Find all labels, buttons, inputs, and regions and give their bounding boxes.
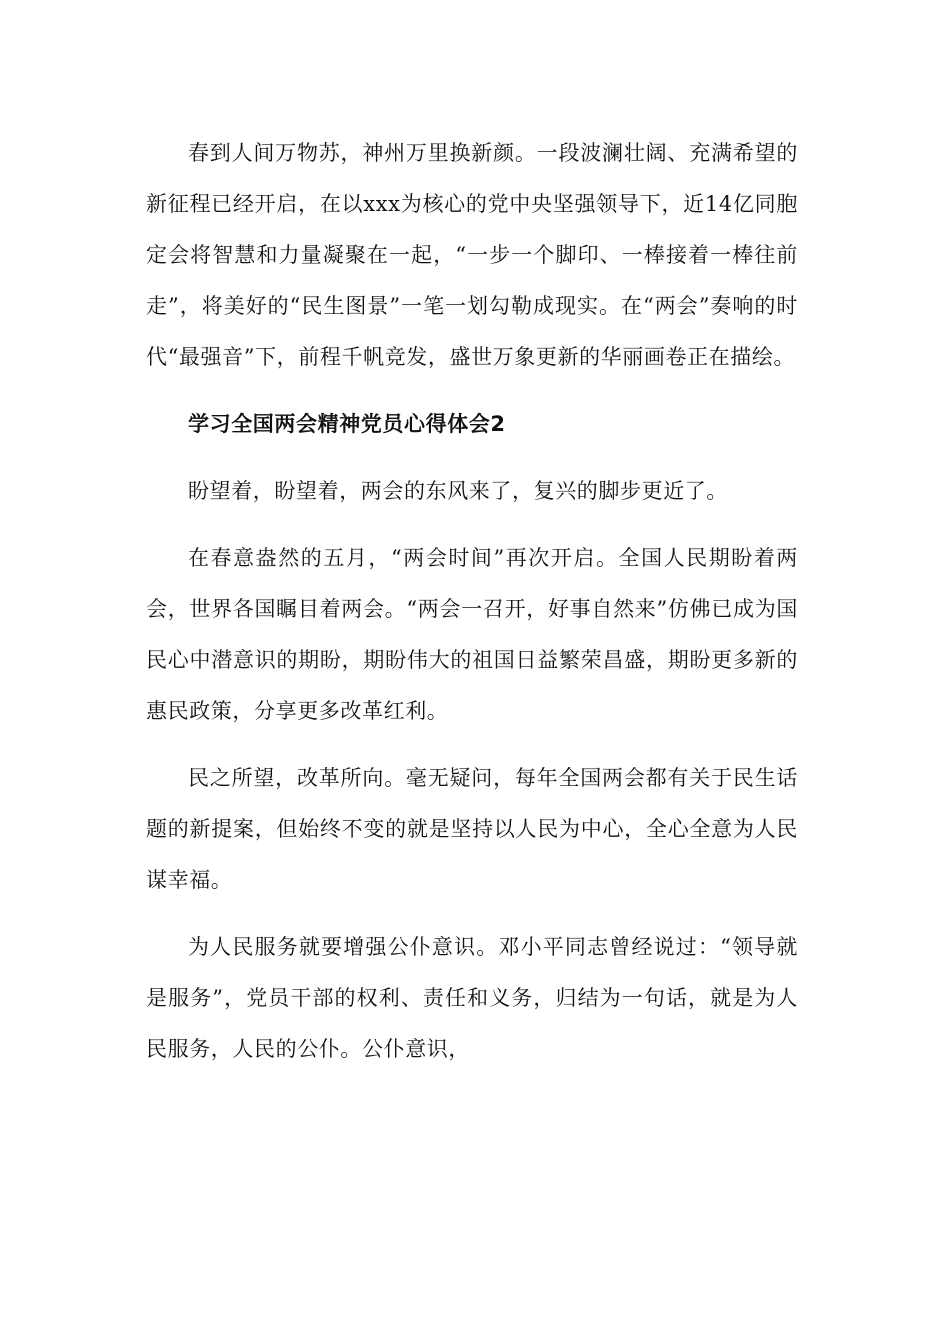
paragraph-intro: 春到人间万物苏，神州万里换新颜。一段波澜壮阔、充满希望的新征程已经开启，在以xxx为核心的党中央坚强领导下，近14亿同胞定会将智慧和力量凝聚在一起，“一步一个脚印、一棒接着一棒往前走”，将美好的“民生图景”一笔一划勾勒成现实。在“两会”奏响的时代“最强音”下，前程千帆竞发，盛世万象更新的华丽画卷正在描绘。 (146, 141, 798, 369)
document-body (146, 128, 798, 1075)
paragraph-3: 民之所望，改革所向。毫无疑问，每年全国两会都有关于民生话题的新提案，但始终不变的就是坚持以人民为中心，全心全意为人民谋幸福。 (146, 766, 798, 892)
paragraph-1: 盼望着，盼望着，两会的东风来了，复兴的脚步更近了。 (188, 479, 728, 503)
paragraph-2: 在春意盎然的五月，“两会时间”再次开启。全国人民期盼着两会，世界各国瞩目着两会。“两会一召开，好事自然来”仿佛已成为国民心中潜意识的期盼，期盼伟大的祖国日益繁荣昌盛，期盼更多新的惠民政策，分享更多改革红利。 (146, 546, 798, 723)
paragraph-4: 为人民服务就要增强公仆意识。邓小平同志曾经说过：“领导就是服务”，党员干部的权利、责任和义务，归结为一句话，就是为人民服务，人民的公仆。公仆意识， (146, 935, 798, 1061)
section-heading: 学习全国两会精神党员心得体会2 (188, 412, 506, 436)
